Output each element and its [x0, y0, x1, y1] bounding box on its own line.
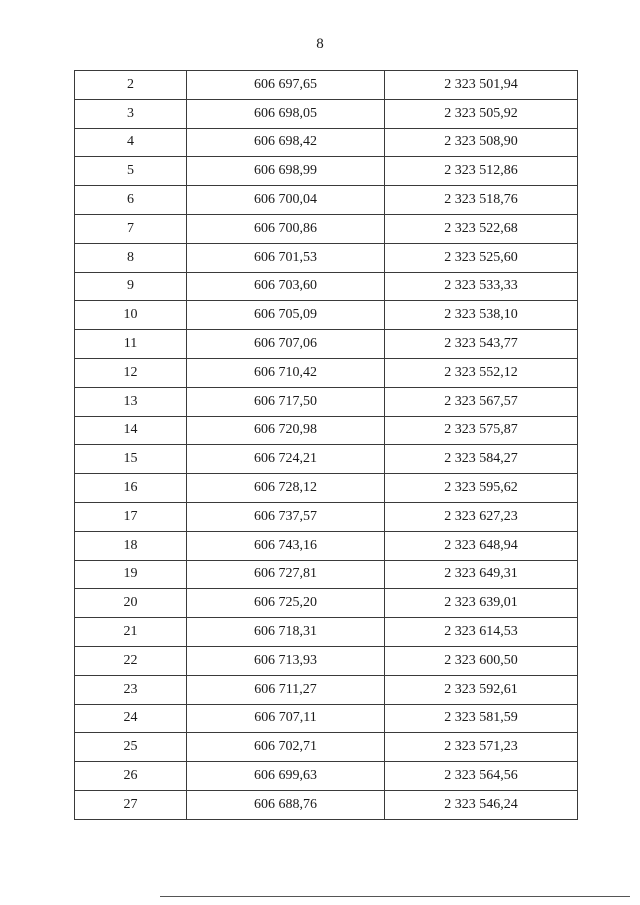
y-coordinate-cell: 2 323 552,12 — [385, 358, 578, 387]
y-coordinate-cell: 2 323 501,94 — [385, 71, 578, 100]
x-coordinate-cell: 606 700,86 — [187, 214, 385, 243]
table-row — [75, 646, 578, 675]
x-coordinate-cell: 606 727,81 — [187, 560, 385, 589]
point-number-cell: 16 — [75, 474, 187, 503]
y-coordinate-cell: 2 323 567,57 — [385, 387, 578, 416]
point-number-cell: 13 — [75, 387, 187, 416]
table-row — [75, 99, 578, 128]
table-row — [75, 387, 578, 416]
y-coordinate-cell: 2 323 533,33 — [385, 272, 578, 301]
x-coordinate-cell: 606 699,63 — [187, 762, 385, 791]
point-number-cell: 17 — [75, 502, 187, 531]
y-coordinate-cell: 2 323 584,27 — [385, 445, 578, 474]
x-coordinate-cell: 606 737,57 — [187, 502, 385, 531]
point-number-cell: 25 — [75, 733, 187, 762]
point-number-cell: 7 — [75, 214, 187, 243]
point-number-cell: 6 — [75, 186, 187, 215]
table-row — [75, 416, 578, 445]
y-coordinate-cell: 2 323 546,24 — [385, 790, 578, 819]
table-row — [75, 589, 578, 618]
x-coordinate-cell: 606 710,42 — [187, 358, 385, 387]
point-number-cell: 5 — [75, 157, 187, 186]
table-row — [75, 330, 578, 359]
point-number-cell: 20 — [75, 589, 187, 618]
y-coordinate-cell: 2 323 571,23 — [385, 733, 578, 762]
point-number-cell: 3 — [75, 99, 187, 128]
x-coordinate-cell: 606 688,76 — [187, 790, 385, 819]
point-number-cell: 14 — [75, 416, 187, 445]
y-coordinate-cell: 2 323 649,31 — [385, 560, 578, 589]
y-coordinate-cell: 2 323 592,61 — [385, 675, 578, 704]
x-coordinate-cell: 606 743,16 — [187, 531, 385, 560]
x-coordinate-cell: 606 707,11 — [187, 704, 385, 733]
y-coordinate-cell: 2 323 543,77 — [385, 330, 578, 359]
y-coordinate-cell: 2 323 627,23 — [385, 502, 578, 531]
point-number-cell: 27 — [75, 790, 187, 819]
x-coordinate-cell: 606 718,31 — [187, 618, 385, 647]
x-coordinate-cell: 606 728,12 — [187, 474, 385, 503]
x-coordinate-cell: 606 698,99 — [187, 157, 385, 186]
table-row — [75, 618, 578, 647]
page-number: 8 — [316, 36, 324, 52]
point-number-cell: 22 — [75, 646, 187, 675]
x-coordinate-cell: 606 720,98 — [187, 416, 385, 445]
table-row — [75, 186, 578, 215]
point-number-cell: 12 — [75, 358, 187, 387]
table-row — [75, 560, 578, 589]
x-coordinate-cell: 606 697,65 — [187, 71, 385, 100]
table-row — [75, 128, 578, 157]
y-coordinate-cell: 2 323 512,86 — [385, 157, 578, 186]
point-number-cell: 21 — [75, 618, 187, 647]
table-row — [75, 157, 578, 186]
coordinates-table-body — [75, 71, 578, 820]
point-number-cell: 9 — [75, 272, 187, 301]
point-number-cell: 26 — [75, 762, 187, 791]
x-coordinate-cell: 606 707,06 — [187, 330, 385, 359]
y-coordinate-cell: 2 323 648,94 — [385, 531, 578, 560]
x-coordinate-cell: 606 705,09 — [187, 301, 385, 330]
x-coordinate-cell: 606 724,21 — [187, 445, 385, 474]
point-number-cell: 2 — [75, 71, 187, 100]
table-row — [75, 502, 578, 531]
x-coordinate-cell: 606 702,71 — [187, 733, 385, 762]
y-coordinate-cell: 2 323 575,87 — [385, 416, 578, 445]
x-coordinate-cell: 606 698,05 — [187, 99, 385, 128]
x-coordinate-cell: 606 701,53 — [187, 243, 385, 272]
table-row — [75, 704, 578, 733]
table-row — [75, 445, 578, 474]
table-row — [75, 358, 578, 387]
point-number-cell: 23 — [75, 675, 187, 704]
table-row — [75, 531, 578, 560]
table-row — [75, 301, 578, 330]
table-row — [75, 790, 578, 819]
table-row — [75, 762, 578, 791]
footer-rule — [160, 896, 630, 897]
x-coordinate-cell: 606 700,04 — [187, 186, 385, 215]
table-row — [75, 71, 578, 100]
x-coordinate-cell: 606 711,27 — [187, 675, 385, 704]
point-number-cell: 10 — [75, 301, 187, 330]
point-number-cell: 8 — [75, 243, 187, 272]
point-number-cell: 24 — [75, 704, 187, 733]
y-coordinate-cell: 2 323 639,01 — [385, 589, 578, 618]
point-number-cell: 19 — [75, 560, 187, 589]
table-row — [75, 474, 578, 503]
y-coordinate-cell: 2 323 600,50 — [385, 646, 578, 675]
table-row — [75, 243, 578, 272]
coordinates-table — [74, 70, 578, 820]
y-coordinate-cell: 2 323 525,60 — [385, 243, 578, 272]
x-coordinate-cell: 606 703,60 — [187, 272, 385, 301]
y-coordinate-cell: 2 323 581,59 — [385, 704, 578, 733]
table-row — [75, 214, 578, 243]
x-coordinate-cell: 606 698,42 — [187, 128, 385, 157]
y-coordinate-cell: 2 323 522,68 — [385, 214, 578, 243]
x-coordinate-cell: 606 725,20 — [187, 589, 385, 618]
y-coordinate-cell: 2 323 614,53 — [385, 618, 578, 647]
y-coordinate-cell: 2 323 518,76 — [385, 186, 578, 215]
x-coordinate-cell: 606 717,50 — [187, 387, 385, 416]
y-coordinate-cell: 2 323 508,90 — [385, 128, 578, 157]
point-number-cell: 11 — [75, 330, 187, 359]
y-coordinate-cell: 2 323 595,62 — [385, 474, 578, 503]
y-coordinate-cell: 2 323 538,10 — [385, 301, 578, 330]
y-coordinate-cell: 2 323 564,56 — [385, 762, 578, 791]
point-number-cell: 4 — [75, 128, 187, 157]
x-coordinate-cell: 606 713,93 — [187, 646, 385, 675]
table-row — [75, 733, 578, 762]
point-number-cell: 15 — [75, 445, 187, 474]
y-coordinate-cell: 2 323 505,92 — [385, 99, 578, 128]
point-number-cell: 18 — [75, 531, 187, 560]
table-row — [75, 675, 578, 704]
table-row — [75, 272, 578, 301]
